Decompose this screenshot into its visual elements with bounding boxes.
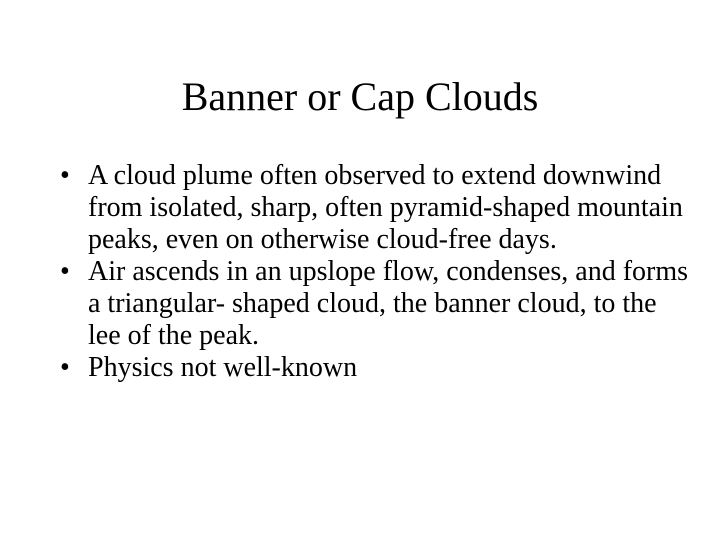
bullet-icon: • <box>60 160 70 191</box>
bullet-icon: • <box>60 352 70 383</box>
bullet-text: Physics not well-known <box>88 352 358 383</box>
bullet-icon: • <box>60 256 70 287</box>
bullet-list <box>60 160 690 384</box>
bullet-text: A cloud plume often observed to extend downwind from isolated, sharp, often pyramid-shaped mountain peaks, even on otherwise cloud-free days. <box>88 160 683 255</box>
bullet-item <box>60 256 690 352</box>
bullet-item <box>60 352 690 384</box>
bullet-text: Air ascends in an upslope flow, condenses, and forms a triangular- shaped cloud, the banner cloud, to the lee of the peak. <box>88 256 689 351</box>
slide-title: Banner or Cap Clouds <box>181 74 539 119</box>
bullet-item <box>60 160 690 256</box>
